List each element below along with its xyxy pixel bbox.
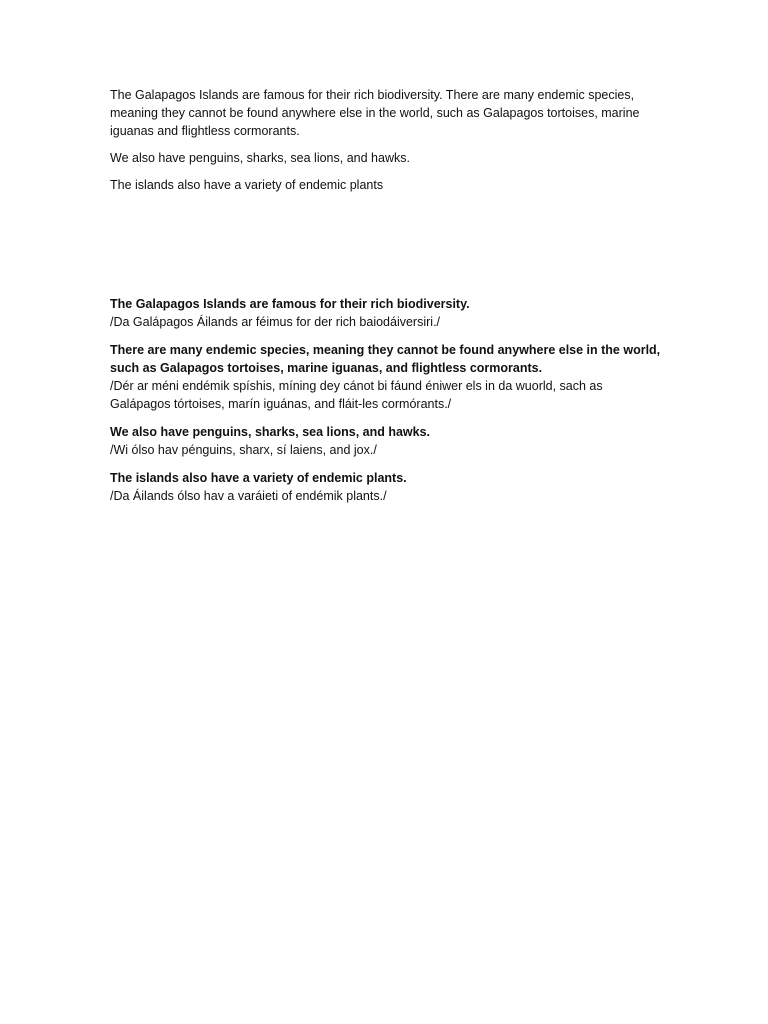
- intro-paragraph-2: We also have penguins, sharks, sea lions, and hawks.: [110, 151, 410, 165]
- sentence-pair-2: [110, 341, 666, 413]
- english-sentence: There are many endemic species, meaning they cannot be found anywhere else in the world, such as Galapagos tortoises, marine iguanas, and flightless cormorants.: [110, 343, 661, 375]
- english-sentence: The islands also have a variety of endemic plants.: [110, 471, 407, 485]
- english-sentence: The Galapagos Islands are famous for their rich biodiversity.: [110, 297, 470, 311]
- phonetic-transcription: /Da Áilands ólso hav a varáieti of endémik plants./: [110, 489, 387, 503]
- document-page: [110, 86, 666, 515]
- spacer: [110, 203, 666, 295]
- phonetic-transcription: /Da Galápagos Áilands ar féimus for der rich baiodáiversiri./: [110, 315, 441, 329]
- intro-paragraph-3: The islands also have a variety of endemic plants: [110, 178, 384, 192]
- intro-paragraph-1: The Galapagos Islands are famous for their rich biodiversity. There are many endemic species, meaning they cannot be found anywhere else in the world, such as Galapagos tortoises, marine iguanas and flightless cormorants.: [110, 88, 640, 138]
- sentence-pair-3: [110, 423, 666, 459]
- phonetic-transcription: /Dér ar méni endémik spíshis, míning dey cánot bi fáund éniwer els in da wuorld, sach as Galápagos tórtoises, marín iguánas, and fláit-les cormórants./: [110, 379, 603, 411]
- phonetic-transcription: /Wi ólso hav pénguins, sharx, sí laiens, and jox./: [110, 443, 377, 457]
- english-sentence: We also have penguins, sharks, sea lions, and hawks.: [110, 425, 431, 439]
- sentence-pair-4: [110, 469, 666, 505]
- sentence-pair-1: [110, 295, 666, 331]
